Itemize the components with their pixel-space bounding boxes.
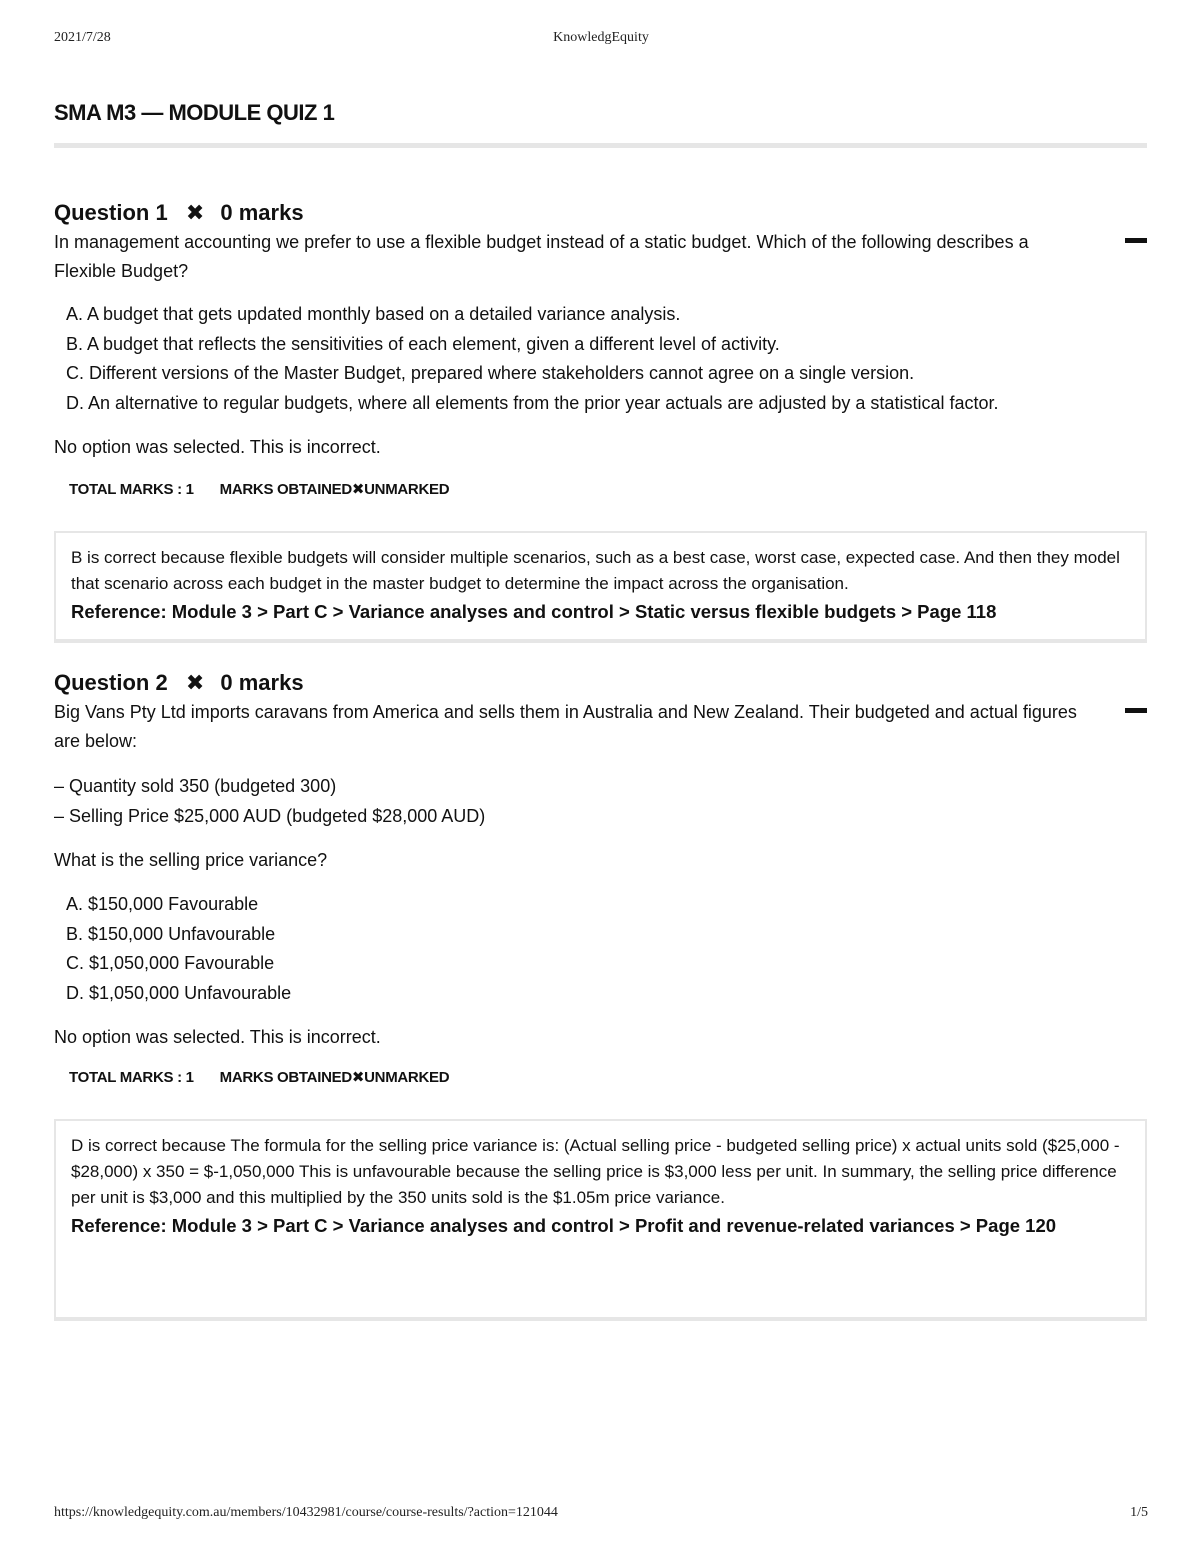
print-site-name: KnowledgEquity: [553, 30, 649, 45]
marked-status: UNMARKED: [364, 1069, 450, 1086]
question-header: [54, 196, 1147, 228]
marks-summary: [69, 480, 1147, 498]
print-url: https://knowledgequity.com.au/members/10432981/course/course-results/?action=121044: [54, 1505, 558, 1520]
marked-status: UNMARKED: [364, 481, 450, 498]
question-marks: 0 marks: [220, 670, 304, 696]
print-footer: [54, 1505, 1148, 1525]
option-item: D. $1,050,000 Unfavourable: [66, 982, 292, 1003]
option-list: [66, 300, 1147, 418]
question-header: [54, 666, 1147, 698]
reference-text: Reference: Module 3 > Part C > Variance analyses and control > Static versus flexible budgets > Page 118: [71, 601, 997, 622]
fact-line: – Selling Price $25,000 AUD (budgeted $28,000 AUD): [54, 805, 486, 826]
marks-summary: [69, 1068, 1147, 1086]
option-item: C. $1,050,000 Favourable: [66, 953, 275, 973]
print-header: [54, 30, 1148, 50]
title-divider: [54, 143, 1147, 148]
print-date: 2021/7/28: [54, 30, 111, 45]
option-item: A. $150,000 Favourable: [66, 894, 259, 914]
question-card: [54, 196, 1147, 622]
fact-line: – Quantity sold 350 (budgeted 300): [54, 776, 337, 796]
collapse-icon[interactable]: [1125, 238, 1147, 243]
option-item: C. Different versions of the Master Budget, prepared where stakeholders cannot agree on a single version.: [66, 363, 915, 383]
question-prompt: What is the selling price variance?: [54, 850, 328, 870]
option-item: D. An alternative to regular budgets, where all elements from the prior year actuals are adjusted by a statistical factor.: [66, 392, 999, 413]
option-list: [66, 890, 1147, 1008]
explanation-text: B is correct because flexible budgets will consider multiple scenarios, such as a best case, worst case, expected case. And then they model that scenario across each budget in the master budget to determine the impact across the organisation.: [71, 548, 1120, 593]
cross-icon: ✖: [185, 200, 205, 226]
marks-obtained-label: MARKS OBTAINED: [219, 481, 352, 498]
question-label: Question 1: [54, 200, 168, 226]
option-item: B. A budget that reflects the sensitivities of each element, given a different level of activity.: [66, 333, 780, 354]
option-item: B. $150,000 Unfavourable: [66, 923, 276, 944]
marks-obtained-label: MARKS OBTAINED: [219, 1069, 352, 1086]
question-label: Question 2: [54, 670, 168, 696]
total-marks: TOTAL MARKS : 1: [69, 481, 194, 498]
cross-icon: ✖: [351, 481, 365, 498]
facts-list: [54, 772, 1147, 831]
question-text: Big Vans Pty Ltd imports caravans from America and sells them in Australia and New Zealand. Their budgeted and actual figures are below:: [54, 702, 1077, 751]
collapse-icon[interactable]: [1125, 708, 1147, 713]
result-text: No option was selected. This is incorrect.: [54, 437, 381, 457]
result-text: No option was selected. This is incorrect.: [54, 1027, 381, 1047]
explanation-text: D is correct because The formula for the selling price variance is: (Actual selling price - budgeted selling price) x actual units sold ($25,000 - $28,000) x 350 = $-1,050,000 This is unfavourable because the selling price is $3,000 less per unit. In summary, the selling price difference per unit is $3,000 and this multiplied by the 350 units sold is the $1.05m price variance.: [71, 1136, 1120, 1207]
cross-icon: ✖: [351, 1069, 365, 1086]
question-marks: 0 marks: [220, 200, 304, 226]
cross-icon: ✖: [185, 670, 205, 696]
print-page-number: 1/5: [1130, 1505, 1148, 1520]
reference-text: Reference: Module 3 > Part C > Variance analyses and control > Profit and revenue-related variances > Page 120: [71, 1215, 1057, 1236]
total-marks: TOTAL MARKS : 1: [69, 1069, 194, 1086]
question-card: [54, 666, 1147, 1236]
option-item: A. A budget that gets updated monthly based on a detailed variance analysis.: [66, 304, 681, 324]
explanation-box: [54, 531, 1147, 643]
explanation-box: [54, 1119, 1147, 1321]
question-text: In management accounting we prefer to use a flexible budget instead of a static budget. Which of the following describes a Flexible Budget?: [54, 232, 1029, 281]
page-title: SMA M3 — MODULE QUIZ 1: [54, 100, 335, 125]
